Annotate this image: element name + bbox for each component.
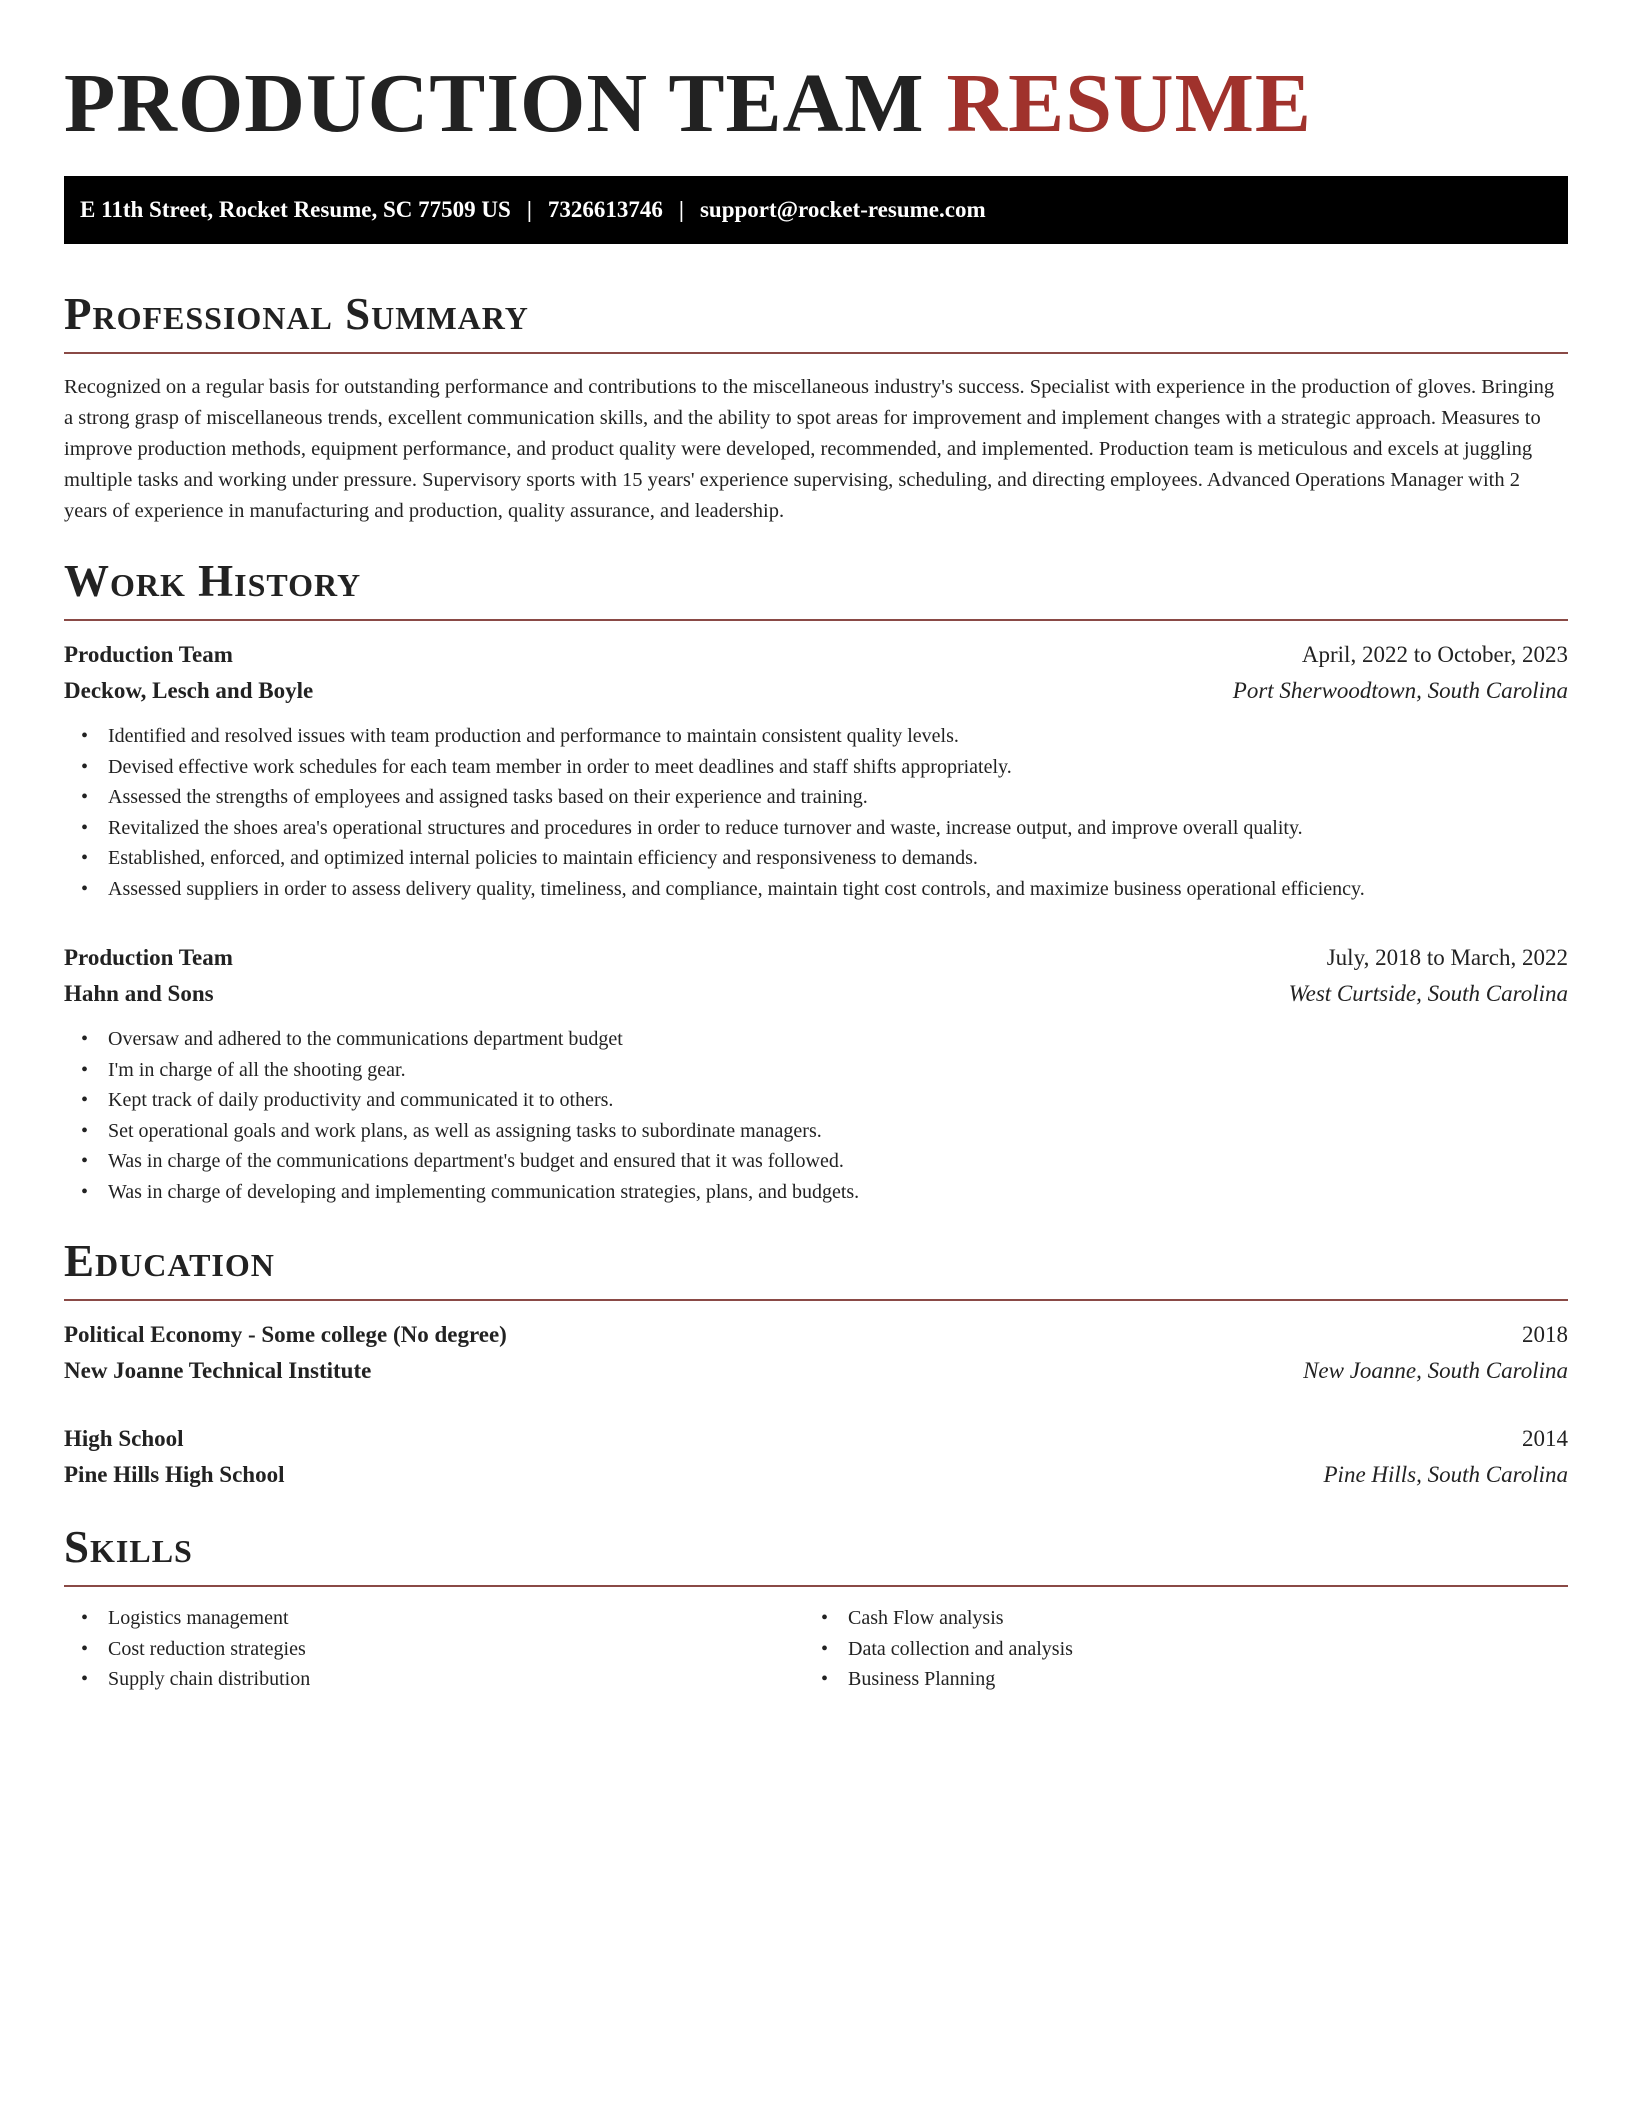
list-item: • Set operational goals and work plans, as well as assigning tasks to subordinate managers. xyxy=(64,1116,1568,1147)
skills-columns xyxy=(64,1603,1568,1695)
list-item: • Oversaw and adhered to the communications department budget xyxy=(64,1024,1568,1055)
contact-bar xyxy=(64,176,1568,244)
job-title-row xyxy=(64,637,1568,673)
contact-phone: 7326613746 xyxy=(547,197,663,222)
job-location: West Curtside, South Carolina xyxy=(1288,981,1568,1006)
education-degree: Political Economy - Some college (No degree) xyxy=(64,1322,507,1347)
education-degree: High School xyxy=(64,1426,184,1451)
job-bullets xyxy=(64,721,1568,904)
education-school-row xyxy=(64,1457,1568,1493)
section-divider xyxy=(64,352,1568,354)
job-title: Production Team xyxy=(64,642,233,667)
skill-item: • Cash Flow analysis xyxy=(804,1603,1544,1634)
title-main: PRODUCTION TEAM xyxy=(64,57,925,150)
section-divider xyxy=(64,1585,1568,1587)
list-item: • Was in charge of developing and implementing communication strategies, plans, and budgets. xyxy=(64,1177,1568,1208)
title-accent: RESUME xyxy=(946,57,1312,150)
job-bullets xyxy=(64,1024,1568,1207)
education-school: New Joanne Technical Institute xyxy=(64,1358,372,1383)
list-item: • Devised effective work schedules for each team member in order to meet deadlines and staff shifts appropriately. xyxy=(64,752,1568,783)
education-location: New Joanne, South Carolina xyxy=(1303,1358,1568,1383)
education-degree-row xyxy=(64,1421,1568,1457)
contact-separator: | xyxy=(526,197,532,222)
contact-email: support@rocket-resume.com xyxy=(699,197,986,222)
education-heading: Education xyxy=(64,1236,275,1286)
skill-item: • Data collection and analysis xyxy=(804,1634,1544,1665)
summary-section xyxy=(64,286,1568,527)
skills-heading: Skills xyxy=(64,1522,193,1572)
job-company-row xyxy=(64,673,1568,709)
skill-item: • Supply chain distribution xyxy=(64,1664,804,1695)
skills-left-list xyxy=(64,1603,804,1695)
job-entry xyxy=(64,637,1568,904)
job-entry xyxy=(64,940,1568,1207)
list-item: • Assessed suppliers in order to assess delivery quality, timeliness, and compliance, maintain tight cost controls, and maximize business operational efficiency. xyxy=(64,874,1568,905)
job-company: Deckow, Lesch and Boyle xyxy=(64,678,314,703)
section-divider xyxy=(64,619,1568,621)
job-dates: April, 2022 to October, 2023 xyxy=(1301,642,1568,667)
job-company-row xyxy=(64,976,1568,1012)
job-company: Hahn and Sons xyxy=(64,981,214,1006)
resume-title xyxy=(64,54,1568,154)
list-item: • Kept track of daily productivity and communicated it to others. xyxy=(64,1085,1568,1116)
list-item: • Revitalized the shoes area's operational structures and procedures in order to reduce turnover and waste, increase output, and improve overall quality. xyxy=(64,813,1568,844)
summary-text: Recognized on a regular basis for outstanding performance and contributions to the miscellaneous industry's success. Specialist with experience in the production of gloves. Bringing a strong grasp of miscellaneous trends, excellent communication skills, and the ability to spot areas for improvement and implement changes with a strategic approach. Measures to improve production methods, equipment performance, and product quality were developed, recommended, and implemented. Production team is meticulous and excels at juggling multiple tasks and working under pressure. Supervisory sports with 15 years' experience supervising, scheduling, and directing employees. Advanced Operations Manager with 2 years of experience in manufacturing and production, quality assurance, and leadership. xyxy=(64,376,1555,522)
contact-address: E 11th Street, Rocket Resume, SC 77509 US xyxy=(80,197,511,222)
contact-separator: | xyxy=(678,197,684,222)
job-title-row xyxy=(64,940,1568,976)
education-location: Pine Hills, South Carolina xyxy=(1323,1462,1568,1487)
list-item: • Assessed the strengths of employees and assigned tasks based on their experience and training. xyxy=(64,782,1568,813)
summary-heading: Professional Summary xyxy=(64,289,529,339)
skill-item: • Cost reduction strategies xyxy=(64,1634,804,1665)
list-item: • Was in charge of the communications department's budget and ensured that it was followed. xyxy=(64,1146,1568,1177)
education-school-row xyxy=(64,1353,1568,1389)
job-location: Port Sherwoodtown, South Carolina xyxy=(1232,678,1568,703)
job-title: Production Team xyxy=(64,945,233,970)
skills-right-list xyxy=(804,1603,1544,1695)
work-section xyxy=(64,553,1568,1207)
skill-item: • Logistics management xyxy=(64,1603,804,1634)
education-entry xyxy=(64,1317,1568,1389)
education-year: 2014 xyxy=(1522,1426,1568,1451)
section-divider xyxy=(64,1299,1568,1301)
list-item: • Established, enforced, and optimized internal policies to maintain efficiency and responsiveness to demands. xyxy=(64,843,1568,874)
skills-section xyxy=(64,1519,1568,1695)
education-school: Pine Hills High School xyxy=(64,1462,285,1487)
education-year: 2018 xyxy=(1522,1322,1568,1347)
list-item: • I'm in charge of all the shooting gear. xyxy=(64,1055,1568,1086)
education-section xyxy=(64,1233,1568,1493)
work-heading: Work History xyxy=(64,556,362,606)
skill-item: • Business Planning xyxy=(804,1664,1544,1695)
education-degree-row xyxy=(64,1317,1568,1353)
education-entry xyxy=(64,1421,1568,1493)
job-dates: July, 2018 to March, 2022 xyxy=(1326,945,1568,970)
list-item: • Identified and resolved issues with team production and performance to maintain consistent quality levels. xyxy=(64,721,1568,752)
